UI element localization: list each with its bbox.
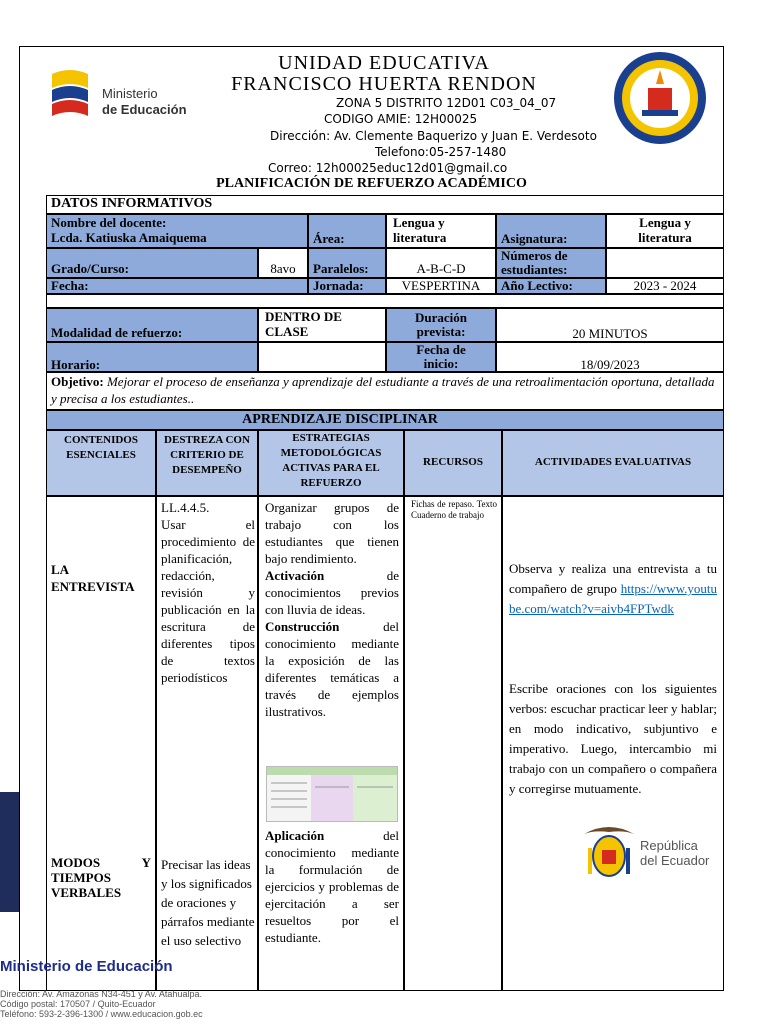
aplicacion-text-block (265, 827, 399, 946)
contenido-modos: MODOS Y TIEMPOS VERBALES (51, 855, 151, 900)
ano-lectivo-label: Año Lectivo: (496, 278, 606, 294)
jornada-label: Jornada: (308, 278, 386, 294)
header-contenidos: CONTENIDOS ESENCIALES (46, 430, 156, 496)
objetivo-text: Mejorar el proceso de enseñanza y aprendizaje del estudiante a través de una retroalimentación oportuna, detallada y precisa a los estudiantes.. (51, 374, 715, 406)
docente-cell (46, 214, 308, 248)
objetivo-cell (46, 372, 724, 410)
destreza-2: Precisar las ideas y los significados de oraciones y párrafos mediante el uso selectivo (161, 857, 255, 948)
modalidad-label: Modalidad de refuerzo: (46, 308, 258, 342)
fecha-inicio-value: 18/09/2023 (496, 342, 724, 372)
horario-value (258, 342, 386, 372)
header-destreza: DESTREZA CON CRITERIO DE DESEMPEÑO (156, 430, 258, 496)
datos-informativos-title: DATOS INFORMATIVOS (46, 195, 724, 214)
aplicacion-text: del conocimiento mediante la formulación de ejercicios y problemas de ejercitación a ser resueltos por el estudiante. (265, 828, 399, 945)
ministry-logo-line2: de Educación (102, 102, 187, 117)
construccion-label: Construcción (265, 619, 340, 634)
docente-value: Lcda. Katiuska Amaiquema (51, 230, 207, 245)
asignatura-value: Lengua y literatura (606, 214, 724, 248)
republica-line2: del Ecuador (640, 853, 710, 868)
youtube-link[interactable]: https://www.youtube.com/watch?v=aivb4FPTwdk (509, 581, 717, 616)
footer-telefono: Teléfono: 593-2-396-1300 / www.educacion.gob.ec (0, 1009, 203, 1019)
actividad-1-block (509, 559, 717, 619)
school-name-line1: UNIDAD EDUCATIVA (278, 52, 490, 74)
correo-line: Correo: 12h00025educ12d01@gmail.co (268, 161, 508, 175)
fecha-label: Fecha: (46, 278, 308, 294)
school-name-line2: FRANCISCO HUERTA RENDON (231, 73, 537, 95)
telefono-line: Telefono:05-257-1480 (375, 145, 507, 159)
destreza-1: Usar el procedimiento de planificación, redacción, revisión y publicación en la escritura de diferentes tipos de textos periodísticos (161, 517, 255, 685)
spacer-row (46, 294, 724, 308)
republica-line1: República (640, 838, 698, 853)
header-actividades: ACTIVIDADES EVALUATIVAS (502, 430, 724, 496)
jornada-value: VESPERTINA (386, 278, 496, 294)
grado-label: Grado/Curso: (46, 248, 258, 278)
estrategia-intro: Organizar grupos de trabajo con los estudiantes que tienen bajo rendimiento. (265, 500, 399, 566)
ecuador-coat-of-arms-icon (580, 820, 638, 882)
zona-line: ZONA 5 DISTRITO 12D01 C03_04_07 (336, 96, 557, 110)
grado-value: 8avo (258, 248, 308, 278)
objetivo-label: Objetivo: (51, 374, 104, 389)
footer-ministerio: Ministerio de Educación (0, 958, 173, 975)
area-label: Área: (308, 214, 386, 248)
num-estudiantes-label: Números de estudiantes: (496, 248, 606, 278)
contenido-entrevista: LA ENTREVISTA (51, 562, 135, 594)
modalidad-value: DENTRO DE CLASE (258, 308, 386, 342)
duracion-value: 20 MINUTOS (496, 308, 724, 342)
activacion-label: Activación (265, 568, 325, 583)
amie-line: CODIGO AMIE: 12H00025 (324, 112, 478, 126)
estrategias-text (265, 499, 399, 720)
docente-label: Nombre del docente: (51, 215, 167, 230)
col-actividades (502, 496, 724, 991)
fecha-inicio-label: Fecha de inicio: (386, 342, 496, 372)
republica-ecuador-logo (580, 820, 720, 882)
asignatura-label: Asignatura: (496, 214, 606, 248)
aprendizaje-title: APRENDIZAJE DISCIPLINAR (46, 410, 724, 430)
paralelos-value: A-B-C-D (386, 248, 496, 278)
header-estrategias: ESTRATEGIAS METODOLÓGICAS ACTIVAS PARA EL REFUERZO (258, 430, 404, 496)
left-accent-bar (0, 792, 19, 912)
actividad-1: Observa y realiza una entrevista a tu compañero de grupo (509, 561, 717, 596)
direccion-line: Dirección: Av. Clemente Baquerizo y Juan E. Verdesoto (270, 129, 597, 143)
num-estudiantes-value (606, 248, 724, 278)
paralelos-label: Paralelos: (308, 248, 386, 278)
footer-direccion: Dirección: Av. Amazonas N34-451 y Av. Atahualpa. (0, 989, 202, 999)
footer-codigo-postal: Código postal: 170507 / Quito-Ecuador (0, 999, 156, 1009)
aplicacion-label: Aplicación (265, 828, 325, 843)
col-contenidos (46, 496, 156, 991)
recursos-text: Fichas de repaso. Texto Cuaderno de trabajo (411, 499, 497, 520)
horario-label: Horario: (46, 342, 258, 372)
col-recursos (404, 496, 502, 991)
ministry-logo-line1: Ministerio (102, 86, 158, 101)
actividad-2: Escribe oraciones con los siguientes verbos: escuchar practicar leer y hablar; en modo indicativo, subjuntivo e imperativo. Luego, intercambio mi trabajo con un compañero o compañera y corregirse mutuamente. (509, 681, 717, 796)
duracion-label: Duración prevista: (386, 308, 496, 342)
ano-lectivo-value: 2023 - 2024 (606, 278, 724, 294)
area-value: Lengua y literatura (386, 214, 496, 248)
col-destreza (156, 496, 258, 991)
activacion-text: de conocimientos previos con lluvia de ideas. (265, 568, 399, 617)
destreza-code: LL.4.4.5. (161, 500, 210, 515)
header-recursos: RECURSOS (404, 430, 502, 496)
construccion-text: del conocimiento mediante la exposición de las diferentes temáticas a través de ejemplos ilustrativos. (265, 619, 399, 719)
plan-title: PLANIFICACIÓN DE REFUERZO ACADÉMICO (216, 176, 527, 191)
col-estrategias (258, 496, 404, 991)
ejemplo-tabla-image (266, 766, 398, 822)
